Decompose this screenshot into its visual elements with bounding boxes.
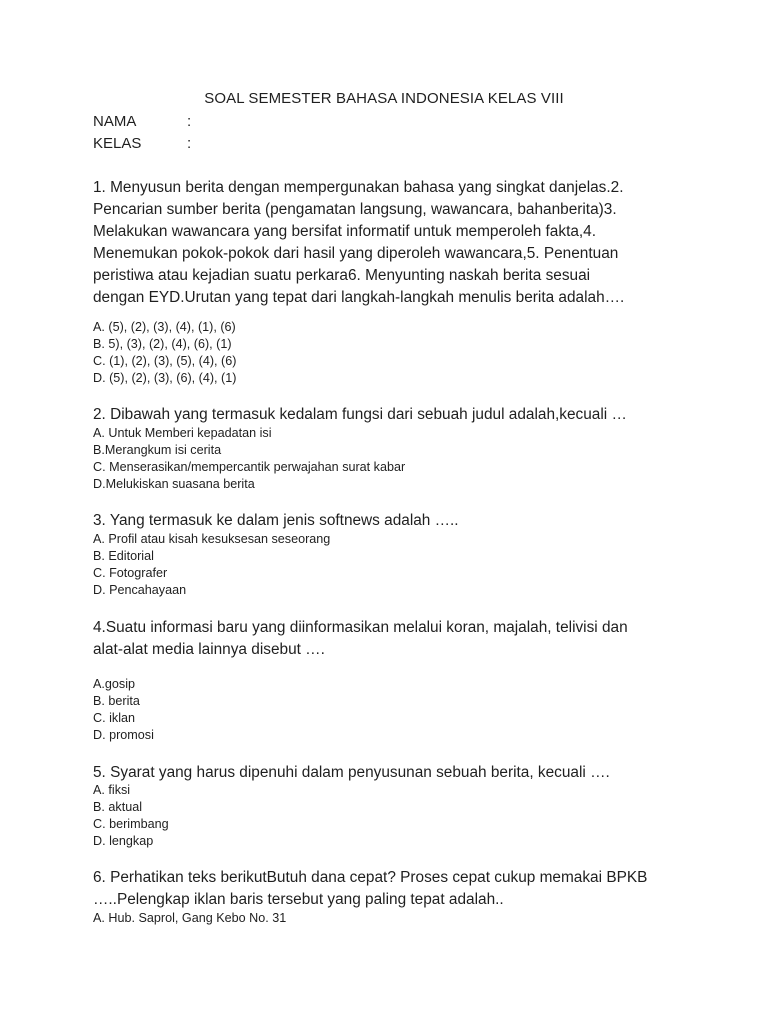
option-text: D. (5), (2), (3), (6), (4), (1) [93,371,237,385]
question-6-options [93,910,693,927]
class-colon: : [187,135,192,152]
question-5-options [93,782,693,850]
name-colon: : [187,113,192,130]
name-field [93,113,191,130]
option-text: D. Pencahayaan [93,583,187,597]
option-text: A. Untuk Memberi kepadatan isi [93,426,272,440]
option-text: A. Hub. Saprol, Gang Kebo No. 31 [93,911,287,925]
document-title: SOAL SEMESTER BAHASA INDONESIA KELAS VIII [204,90,564,107]
option-text: C. Fotografer [93,566,168,580]
question-2-text: 2. Dibawah yang termasuk kedalam fungsi dari sebuah judul adalah,kecuali … [93,406,627,423]
option-text: D.Melukiskan suasana berita [93,477,255,491]
question-5-text: 5. Syarat yang harus dipenuhi dalam penyusunan sebuah berita, kecuali …. [93,764,610,781]
question-2-options [93,425,693,493]
question-3-text: 3. Yang termasuk ke dalam jenis softnews adalah ….. [93,512,459,529]
option-text: D. lengkap [93,834,154,848]
option-text: A. fiksi [93,783,131,797]
question-4-options [93,676,693,744]
question-1-text: 1. Menyusun berita dengan mempergunakan bahasa yang singkat danjelas.2. Pencarian sumber berita (pengamatan langsung, wawancara, bahanberita)3. Melakukan wawancara yang bersifat informatif untuk memperoleh fakta,4. Menemukan pokok-pokok dari hasil yang diperoleh wawancara,5. Penentuan peristiwa atau kejadian suatu perkara6. Menyunting naskah berita sesuai dengan EYD.Urutan yang tepat dari langkah-langkah menulis berita adalah…. [93,179,625,306]
option-text: A. Profil atau kisah kesuksesan seseorang [93,532,331,546]
question-1-options [93,319,693,387]
option-text: B. aktual [93,800,143,814]
option-text: B. 5), (3), (2), (4), (6), (1) [93,337,232,351]
option-text: A.gosip [93,677,136,691]
name-label: NAMA [93,113,137,130]
option-text: B. Editorial [93,549,154,563]
option-text: B.Merangkum isi cerita [93,443,222,457]
option-text: D. promosi [93,728,154,742]
option-text: C. Menserasikan/mempercantik perwajahan surat kabar [93,460,406,474]
class-field [93,135,191,152]
question-6-text: 6. Perhatikan teks berikutButuh dana cepat? Proses cepat cukup memakai BPKB …..Pelengkap iklan baris tersebut yang paling tepat adalah.. [93,869,648,908]
option-text: A. (5), (2), (3), (4), (1), (6) [93,320,236,334]
question-3-options [93,531,693,599]
class-label: KELAS [93,135,142,152]
option-text: C. (1), (2), (3), (5), (4), (6) [93,354,237,368]
option-text: C. iklan [93,711,135,725]
option-text: B. berita [93,694,140,708]
question-4-text: 4.Suatu informasi baru yang diinformasikan melalui koran, majalah, telivisi dan alat-alat media lainnya disebut …. [93,619,628,658]
option-text: C. berimbang [93,817,169,831]
